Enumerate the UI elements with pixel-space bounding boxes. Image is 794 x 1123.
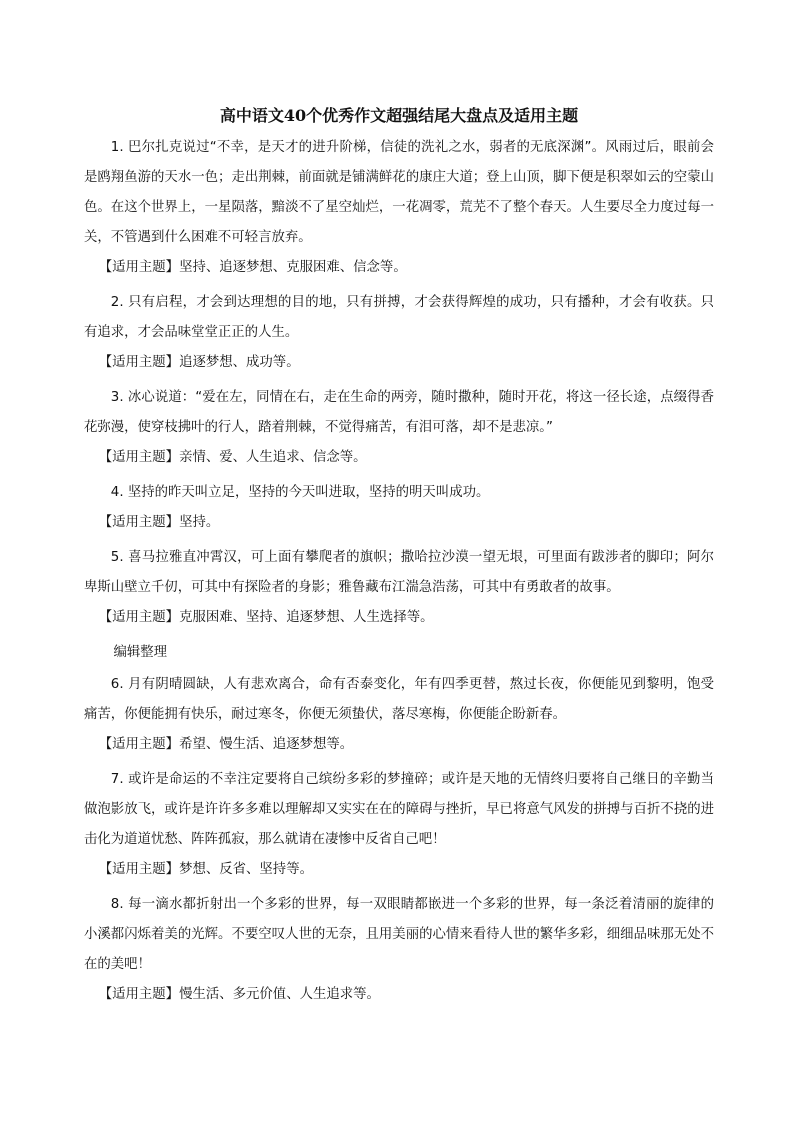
- item-theme: 【适用主题】希望、慢生活、追逐梦想等。: [98, 737, 354, 752]
- list-item: [84, 383, 714, 473]
- item-text: 3. 冰心说道：“爱在左，同情在右，走在生命的两旁，随时撒种，随时开花，将这一径长途，点缀得香花弥漫，使穿枝拂叶的行人，踏着荆棘，不觉得痛苦，有泪可落，却不是悲凉。”: [84, 390, 714, 435]
- item-theme: 【适用主题】梦想、反省、坚持等。: [98, 862, 313, 877]
- item-text: 4. 坚持的昨天叫立足，坚持的今天叫进取，坚持的明天叫成功。: [110, 485, 490, 500]
- item-theme: 【适用主题】慢生活、多元价值、人生追求等。: [98, 987, 380, 1002]
- item-theme: 【适用主题】亲情、爱、人生追求、信念等。: [98, 450, 367, 465]
- item-text: 6. 月有阴晴圆缺，人有悲欢离合，命有否泰变化，年有四季更替，熬过长夜，你便能见到黎明，饱受痛苦，你便能拥有快乐，耐过寒冬，你便无须蛰伏，落尽寒梅，你便能企盼新春。: [84, 677, 714, 722]
- item-text: 2. 只有启程，才会到达理想的目的地，只有拼搏，才会获得辉煌的成功，只有播种，才会有收获。只有追求，才会品味堂堂正正的人生。: [84, 295, 714, 340]
- item-text: 5. 喜马拉雅直冲霄汉，可上面有攀爬者的旗帜；撒哈拉沙漠一望无垠，可里面有跋涉者的脚印；阿尔卑斯山壁立千仞，可其中有探险者的身影；雅鲁藏布江湍急浩荡，可其中有勇敢者的故事。: [84, 550, 714, 595]
- item-theme: 【适用主题】追逐梦想、成功等。: [98, 355, 300, 370]
- list-item: [84, 890, 714, 1010]
- item-theme: 【适用主题】坚持、追逐梦想、克服困难、信念等。: [98, 260, 407, 275]
- list-item: [84, 478, 714, 538]
- document-title: 高中语文40个优秀作文超强结尾大盘点及适用主题: [219, 106, 579, 125]
- list-item: [84, 133, 714, 283]
- item-theme: 【适用主题】坚持。: [98, 515, 220, 530]
- list-item: [84, 288, 714, 378]
- list-item: [84, 543, 714, 633]
- item-text: 1. 巴尔扎克说过“不幸，是天才的进升阶梯，信徒的洗礼之水，弱者的无底深渊”。风雨过后，眼前会是鸥翔鱼游的天水一色；走出荆棘，前面就是铺满鲜花的康庄大道；登上山顶，脚下便是积翠如云的空蒙山色。在这个世界上，一星陨落，黯淡不了星空灿烂，一花凋零，荒芜不了整个春天。人生要尽全力度过每一关，不管遇到什么困难不可轻言放弃。: [84, 140, 714, 245]
- item-text: 8. 每一滴水都折射出一个多彩的世界，每一双眼睛都嵌进一个多彩的世界，每一条泛着清丽的旋律的小溪都闪烁着美的光辉。不要空叹人世的无奈，且用美丽的心情来看待人世的繁华多彩，细细品味那无处不在的美吧！: [84, 897, 714, 972]
- item-theme: 【适用主题】克服困难、坚持、追逐梦想、人生选择等。: [98, 610, 434, 625]
- item-text: 7. 或许是命运的不幸注定要将自己缤纷多彩的梦撞碎；或许是天地的无情终归要将自己继日的辛勤当做泡影放飞，或许是许许多多难以理解却又实实在在的障碍与挫折，早已将意气风发的拼搏与百折不挠的进击化为道道忧愁、阵阵孤寂，那么就请在凄惨中反省自己吧！: [84, 772, 714, 847]
- list-item: [84, 670, 714, 760]
- editor-note: 编辑整理: [113, 645, 168, 660]
- list-item: [84, 765, 714, 885]
